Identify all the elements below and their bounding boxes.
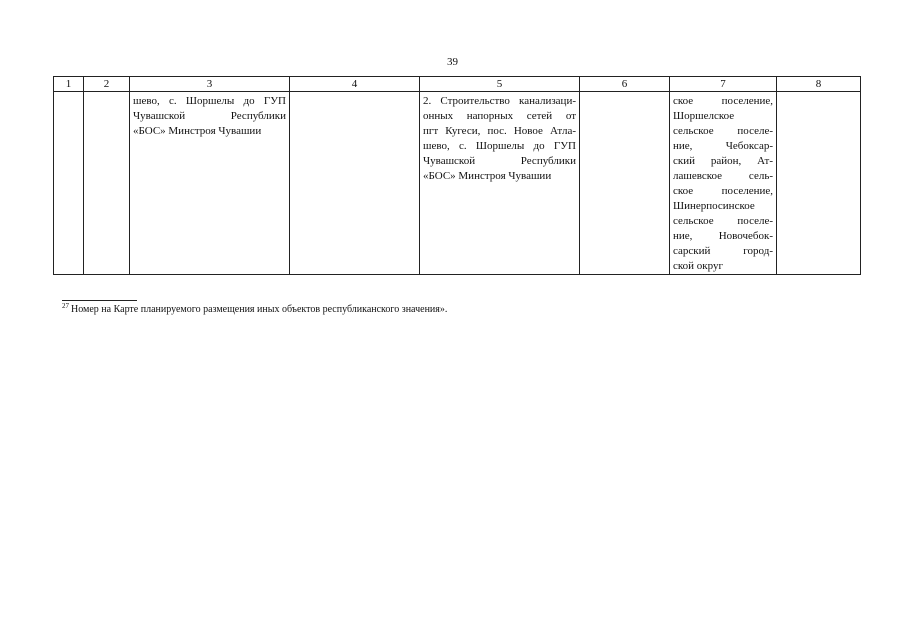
cell-col8	[777, 92, 861, 275]
location-text: ское поселение, Шоршелское сельское поселе- ние, Чебоксар- ский район, Ат- лашевское сель- ское поселение, Шинерпосинское сельское поселе- ние, Новочебок- сарский город- ской округ	[673, 95, 773, 272]
footnote	[62, 302, 447, 315]
footnote-text: Номер на Карте планируемого размещения иных объектов республиканского значения».	[71, 304, 448, 315]
cell-col6	[580, 92, 670, 275]
header-cell-8: 8	[777, 77, 861, 92]
cell-col1	[54, 92, 84, 275]
cell-col7	[670, 92, 777, 275]
header-cell-5: 5	[420, 77, 580, 92]
header-cell-6: 6	[580, 77, 670, 92]
header-cell-3: 3	[130, 77, 290, 92]
header-cell-7: 7	[670, 77, 777, 92]
data-table	[53, 76, 861, 275]
cell-col4	[290, 92, 420, 275]
object-name-text: шево, с. Шоршелы до ГУП Чувашской Республики «БОС» Минстроя Чувашии	[133, 95, 286, 137]
cell-col2	[84, 92, 130, 275]
cell-col3	[130, 92, 290, 275]
cell-col5	[420, 92, 580, 275]
table-row	[54, 92, 861, 275]
table-header-row	[54, 77, 861, 92]
header-cell-4: 4	[290, 77, 420, 92]
header-cell-2: 2	[84, 77, 130, 92]
footnote-number: 27	[62, 302, 69, 310]
construction-description-text: 2. Строительство канализаци- онных напорных сетей от пгт Кугеси, пос. Новое Атла- шево, с. Шоршелы до ГУП Чувашской Республики «БОС» Минстроя Чувашии	[423, 95, 576, 182]
footnote-separator	[62, 300, 137, 301]
page-number: 39	[447, 56, 458, 68]
header-cell-1: 1	[54, 77, 84, 92]
